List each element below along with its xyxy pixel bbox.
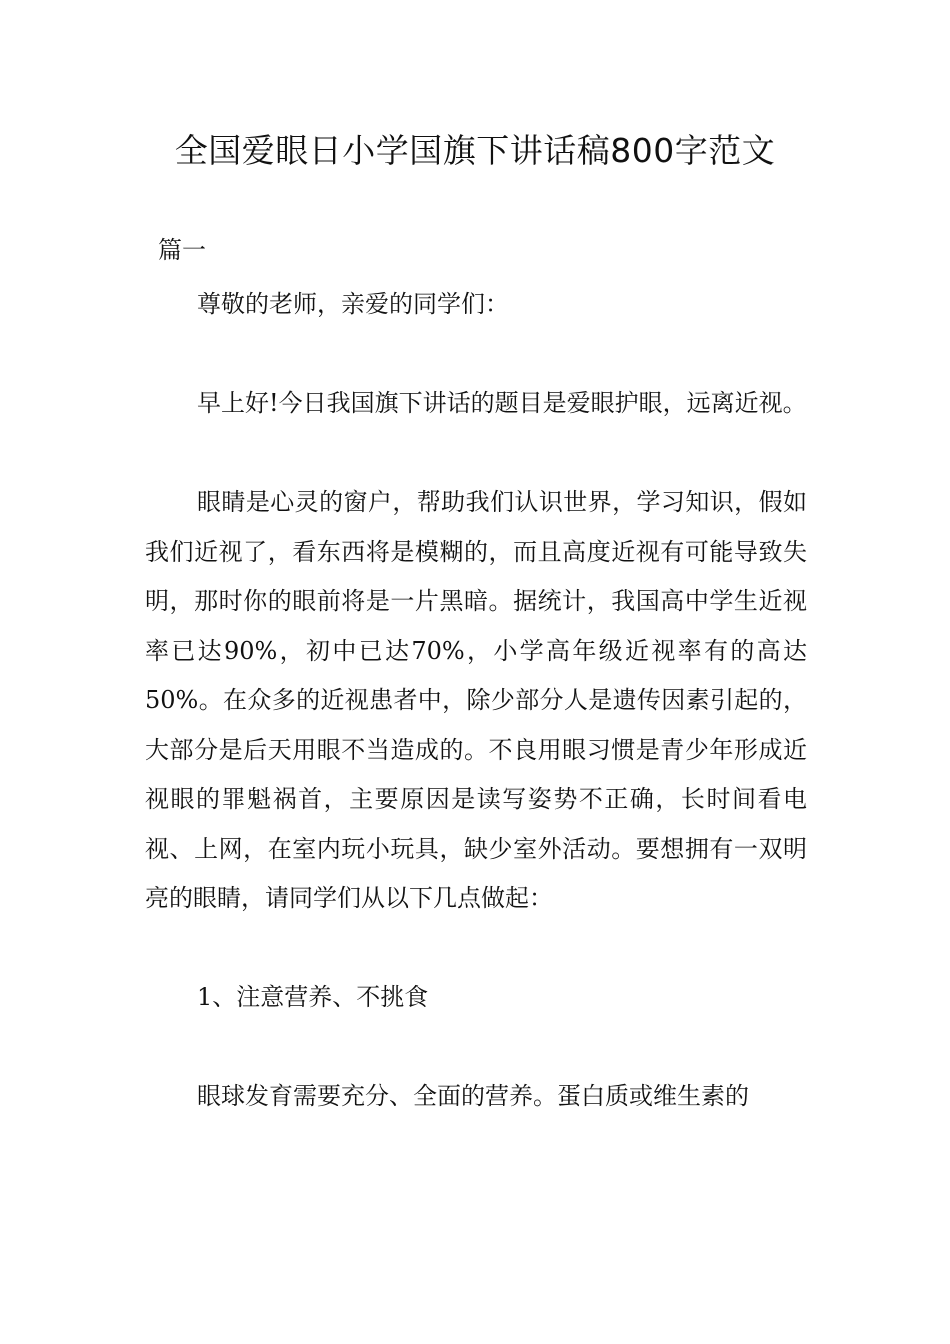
body-paragraph: 眼睛是心灵的窗户，帮助我们认识世界，学习知识，假如我们近视了，看东西将是模糊的，而且高度近视有可能导致失明，那时你的眼前将是一片黑暗。据统计，我国高中学生近视率已达90%，初中已达70%，小学高年级近视率有的高达50%。在众多的近视患者中，除少部分人是遗传因素引起的，大部分是后天用眼不当造成的。不良用眼习惯是青少年形成近视眼的罪魁祸首，主要原因是读写姿势不正确，长时间看电视、上网，在室内玩小玩具，缺少室外活动。要想拥有一双明亮的眼睛，请同学们从以下几点做起： bbox=[145, 488, 807, 912]
topic-paragraph: 早上好!今日我国旗下讲话的题目是爱眼护眼，远离近视。 bbox=[197, 389, 807, 417]
section-label: 篇一 bbox=[158, 236, 206, 264]
point-heading: 1、注意营养、不挑食 bbox=[197, 983, 429, 1011]
greeting-paragraph: 尊敬的老师，亲爱的同学们： bbox=[197, 290, 509, 318]
document-title: 全国爱眼日小学国旗下讲话稿800字范文 bbox=[174, 131, 776, 170]
document-body bbox=[145, 280, 807, 1171]
point-paragraph: 眼球发育需要充分、全面的营养。蛋白质或维生素的 bbox=[197, 1082, 749, 1110]
